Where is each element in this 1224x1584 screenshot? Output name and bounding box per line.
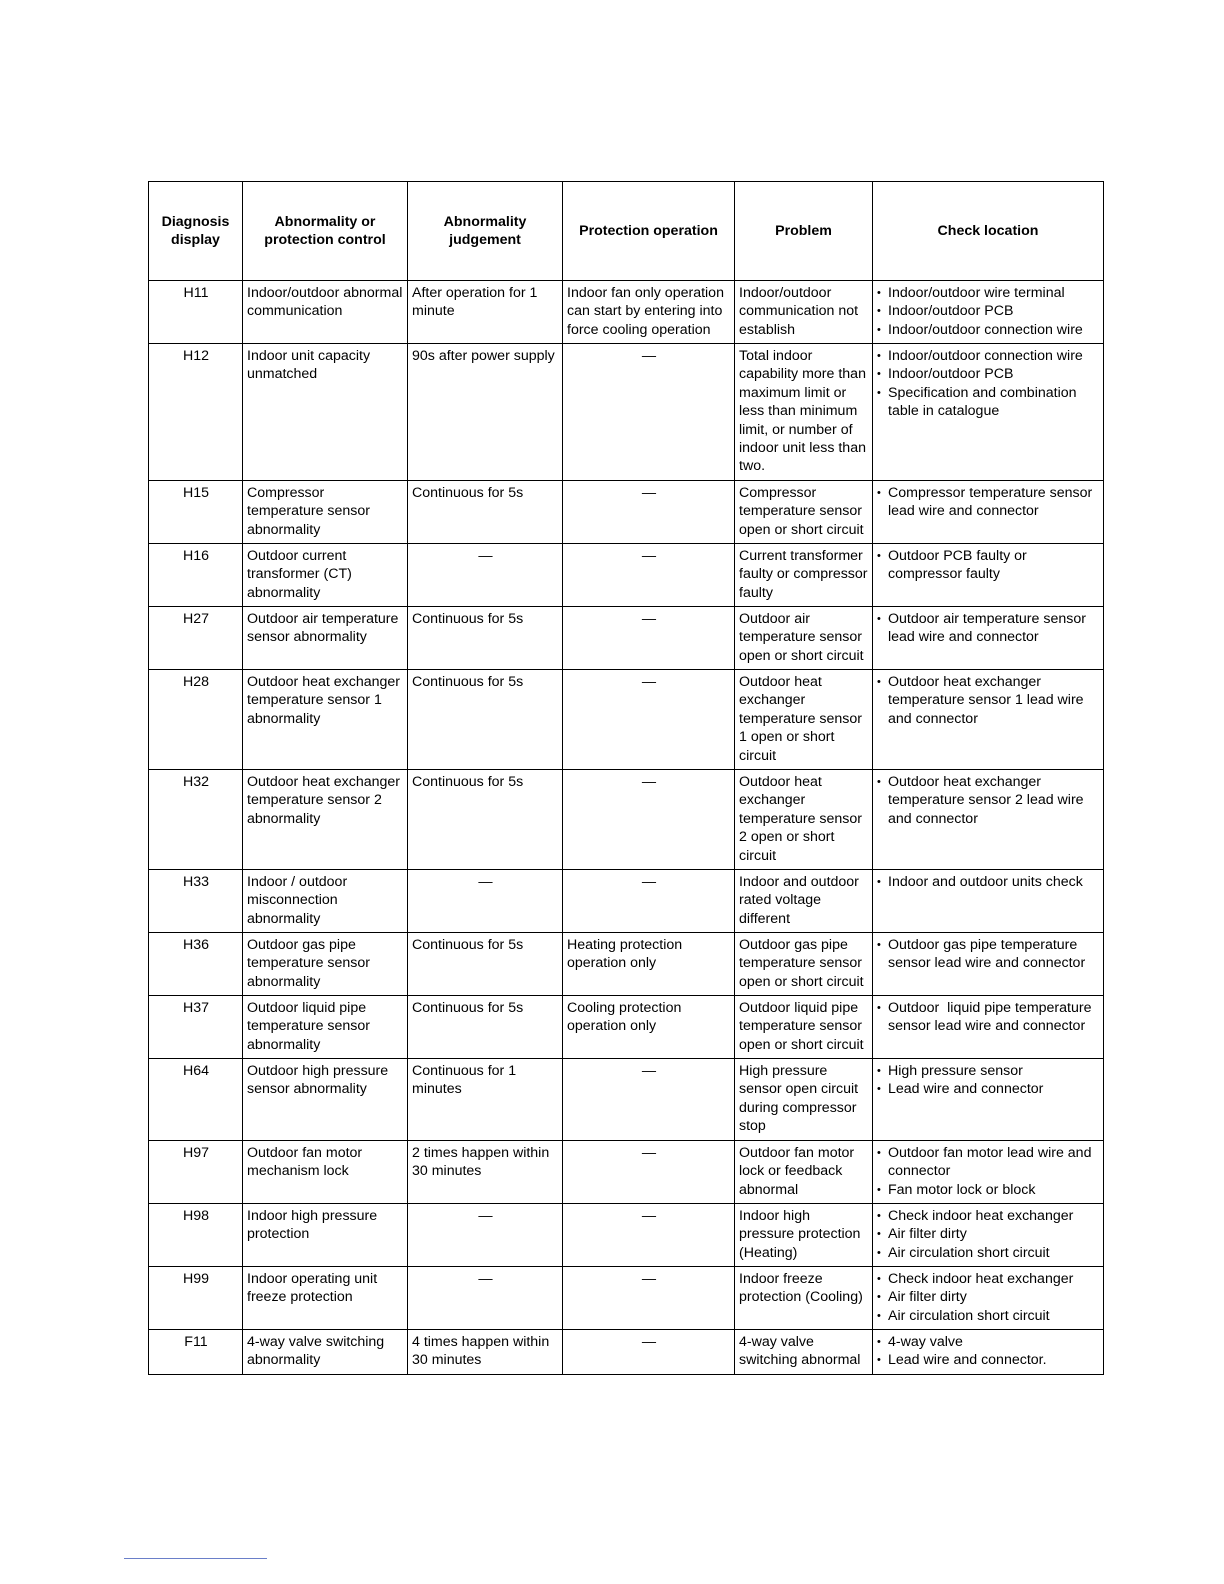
cell-protection: — [563,670,735,770]
cell-check-location [873,1330,1104,1375]
cell-judgement: Continuous for 5s [408,481,563,544]
table-row [149,933,1104,996]
cell-problem: Indoor and outdoor rated voltage different [735,870,873,933]
cell-judgement: 90s after power supply [408,344,563,481]
cell-check-location [873,1204,1104,1267]
cell-protection: Indoor fan only operation can start by entering into force cooling operation [563,281,735,344]
cell-protection: — [563,1330,735,1375]
cell-code: H97 [149,1141,243,1204]
cell-judgement: Continuous for 5s [408,670,563,770]
cell-check-location [873,1141,1104,1204]
cell-check-location [873,481,1104,544]
cell-problem: Total indoor capability more than maximum limit or less than minimum limit, or number of indoor unit less than two. [735,344,873,481]
cell-check-location [873,670,1104,770]
cell-abnormality: 4-way valve switching abnormality [243,1330,408,1375]
check-item: • Outdoor PCB faulty or compressor faulty [877,547,1100,584]
cell-problem: Indoor freeze protection (Cooling) [735,1267,873,1330]
header-protection: Protection operation [563,182,735,281]
cell-code: H99 [149,1267,243,1330]
cell-protection: — [563,344,735,481]
cell-protection: — [563,1267,735,1330]
check-item: • Indoor/outdoor connection wire [877,347,1100,365]
cell-judgement: — [408,1267,563,1330]
cell-abnormality: Indoor high pressure protection [243,1204,408,1267]
check-item: • Air circulation short circuit [877,1244,1100,1262]
cell-problem: Outdoor heat exchanger temperature sensor 2 open or short circuit [735,770,873,870]
cell-abnormality: Outdoor gas pipe temperature sensor abnormality [243,933,408,996]
check-item: • Indoor/outdoor PCB [877,365,1100,383]
check-item: • Air circulation short circuit [877,1307,1100,1325]
check-item: • High pressure sensor [877,1062,1100,1080]
cell-check-location [873,996,1104,1059]
header-check-location: Check location [873,182,1104,281]
check-item: • Lead wire and connector. [877,1351,1100,1369]
cell-abnormality: Outdoor liquid pipe temperature sensor abnormality [243,996,408,1059]
cell-problem: Outdoor liquid pipe temperature sensor open or short circuit [735,996,873,1059]
footer-divider [124,1558,267,1559]
header-problem: Problem [735,182,873,281]
table-row [149,1267,1104,1330]
cell-abnormality: Outdoor heat exchanger temperature sensor 1 abnormality [243,670,408,770]
check-item: • Check indoor heat exchanger [877,1207,1100,1225]
cell-problem: Current transformer faulty or compressor faulty [735,544,873,607]
cell-judgement: 2 times happen within 30 minutes [408,1141,563,1204]
cell-protection: — [563,607,735,670]
cell-judgement: — [408,870,563,933]
table-row [149,481,1104,544]
cell-check-location [873,1059,1104,1141]
cell-protection: — [563,481,735,544]
table-row [149,870,1104,933]
cell-code: H27 [149,607,243,670]
table-row [149,770,1104,870]
cell-check-location [873,544,1104,607]
table-row [149,281,1104,344]
check-item: • Outdoor liquid pipe temperature sensor lead wire and connector [877,999,1100,1036]
check-item: • Lead wire and connector [877,1080,1100,1098]
table-row [149,544,1104,607]
cell-check-location [873,344,1104,481]
cell-protection: — [563,870,735,933]
cell-code: H12 [149,344,243,481]
cell-abnormality: Outdoor heat exchanger temperature sensor 2 abnormality [243,770,408,870]
check-item: • Indoor/outdoor wire terminal [877,284,1100,302]
table-header-row [149,182,1104,281]
cell-code: H37 [149,996,243,1059]
cell-abnormality: Indoor unit capacity unmatched [243,344,408,481]
cell-check-location [873,770,1104,870]
check-item: • 4-way valve [877,1333,1100,1351]
cell-protection: Heating protection operation only [563,933,735,996]
cell-protection: — [563,770,735,870]
cell-judgement: Continuous for 5s [408,996,563,1059]
diagnosis-table [148,181,1104,1375]
cell-judgement: Continuous for 5s [408,770,563,870]
cell-judgement: — [408,1204,563,1267]
check-item: • Indoor and outdoor units check [877,873,1100,891]
cell-code: H32 [149,770,243,870]
check-item: • Air filter dirty [877,1225,1100,1243]
cell-abnormality: Outdoor current transformer (CT) abnormality [243,544,408,607]
cell-abnormality: Outdoor high pressure sensor abnormality [243,1059,408,1141]
cell-problem: Outdoor fan motor lock or feedback abnormal [735,1141,873,1204]
cell-judgement: 4 times happen within 30 minutes [408,1330,563,1375]
cell-problem: Outdoor air temperature sensor open or short circuit [735,607,873,670]
cell-judgement: Continuous for 1 minutes [408,1059,563,1141]
table-row [149,996,1104,1059]
cell-protection: — [563,544,735,607]
check-item: • Compressor temperature sensor lead wire and connector [877,484,1100,521]
check-item: • Outdoor gas pipe temperature sensor lead wire and connector [877,936,1100,973]
check-item: • Indoor/outdoor connection wire [877,321,1100,339]
cell-problem: Indoor high pressure protection (Heating) [735,1204,873,1267]
cell-code: H36 [149,933,243,996]
cell-code: H15 [149,481,243,544]
header-diagnosis-display: Diagnosis display [149,182,243,281]
cell-problem: 4-way valve switching abnormal [735,1330,873,1375]
table-row [149,1204,1104,1267]
cell-check-location [873,607,1104,670]
check-item: • Specification and combination table in catalogue [877,384,1100,421]
table-row [149,1141,1104,1204]
check-item: • Outdoor fan motor lead wire and connector [877,1144,1100,1181]
cell-protection: — [563,1141,735,1204]
table-row [149,1059,1104,1141]
cell-protection: — [563,1204,735,1267]
cell-check-location [873,870,1104,933]
cell-abnormality: Outdoor fan motor mechanism lock [243,1141,408,1204]
cell-problem: Indoor/outdoor communication not establish [735,281,873,344]
check-item: • Check indoor heat exchanger [877,1270,1100,1288]
cell-code: H16 [149,544,243,607]
cell-problem: High pressure sensor open circuit during compressor stop [735,1059,873,1141]
cell-check-location [873,1267,1104,1330]
cell-check-location [873,281,1104,344]
cell-code: H98 [149,1204,243,1267]
table-row [149,607,1104,670]
cell-problem: Outdoor gas pipe temperature sensor open or short circuit [735,933,873,996]
check-item: • Fan motor lock or block [877,1181,1100,1199]
cell-abnormality: Indoor / outdoor misconnection abnormality [243,870,408,933]
table-row [149,1330,1104,1375]
cell-code: H64 [149,1059,243,1141]
cell-problem: Compressor temperature sensor open or short circuit [735,481,873,544]
cell-abnormality: Indoor/outdoor abnormal communication [243,281,408,344]
cell-code: H33 [149,870,243,933]
check-item: • Air filter dirty [877,1288,1100,1306]
check-item: • Indoor/outdoor PCB [877,302,1100,320]
cell-problem: Outdoor heat exchanger temperature sensor 1 open or short circuit [735,670,873,770]
table-row [149,670,1104,770]
cell-code: H11 [149,281,243,344]
cell-protection: — [563,1059,735,1141]
check-item: • Outdoor heat exchanger temperature sensor 2 lead wire and connector [877,773,1100,828]
check-item: • Outdoor air temperature sensor lead wire and connector [877,610,1100,647]
cell-protection: Cooling protection operation only [563,996,735,1059]
cell-judgement: Continuous for 5s [408,933,563,996]
cell-code: F11 [149,1330,243,1375]
cell-abnormality: Indoor operating unit freeze protection [243,1267,408,1330]
header-abnormality: Abnormality or protection control [243,182,408,281]
cell-judgement: Continuous for 5s [408,607,563,670]
cell-check-location [873,933,1104,996]
cell-judgement: After operation for 1 minute [408,281,563,344]
check-item: • Outdoor heat exchanger temperature sensor 1 lead wire and connector [877,673,1100,728]
header-judgement: Abnormality judgement [408,182,563,281]
cell-abnormality: Compressor temperature sensor abnormality [243,481,408,544]
cell-code: H28 [149,670,243,770]
cell-abnormality: Outdoor air temperature sensor abnormality [243,607,408,670]
table-row [149,344,1104,481]
cell-judgement: — [408,544,563,607]
